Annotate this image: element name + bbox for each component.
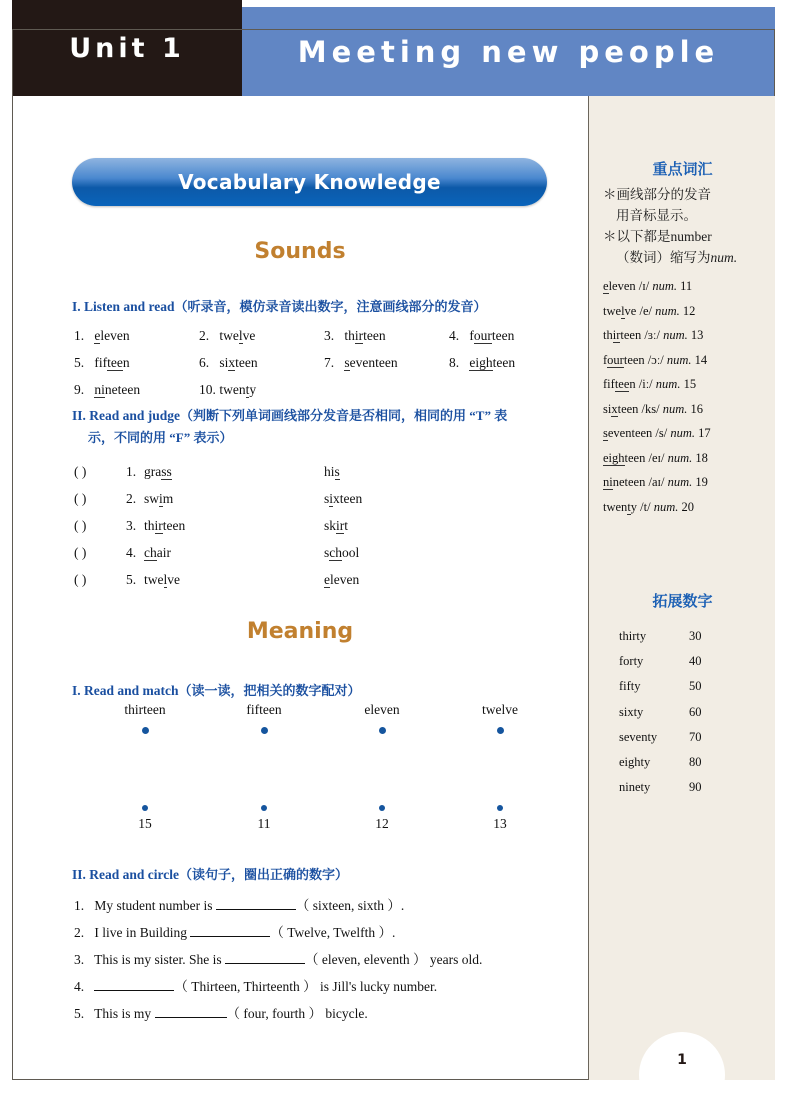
match-number-node[interactable] [209, 805, 319, 832]
match-word-node[interactable] [209, 702, 319, 734]
sounds-word-text: eighteen [469, 355, 516, 370]
circle-sentence-after: is Jill's lucky number. [316, 979, 438, 994]
sounds-word-item [449, 322, 574, 349]
judge-word-a: grass [144, 464, 172, 479]
judge-word-a: twelve [144, 572, 181, 587]
sidebar-vocab-phonetic: /s/ [655, 426, 668, 440]
sounds-word-text-underlined: l [238, 328, 243, 343]
match-word-label: eleven [364, 702, 400, 717]
judge-answer-box[interactable]: ( ) [74, 518, 87, 533]
sounds-word-text: seventeen [344, 355, 398, 370]
match-number-label: 11 [257, 816, 271, 831]
sidebar-vocab-pos: num. [670, 426, 696, 440]
task-read-and-match [72, 680, 572, 702]
sounds-word-item [74, 322, 199, 349]
judge-word-b-underlined: ch [329, 545, 343, 560]
task-read-and-judge-en: II. Read and judge [72, 408, 181, 423]
sidebar-vocab-word-underlined: x [611, 401, 618, 416]
sounds-word-text-underlined: ni [94, 382, 105, 397]
sounds-word-text-underlined: e [94, 328, 101, 343]
sidebar-vocab-pos: num. [655, 303, 680, 318]
sounds-word-item [199, 349, 324, 376]
sounds-word-index: 8. [449, 355, 460, 370]
sounds-word-text: eleven [94, 328, 130, 343]
judge-index: 5. [126, 572, 137, 587]
sidebar-vocab-pos: num. [666, 352, 692, 367]
match-word-node[interactable] [90, 702, 200, 734]
sidebar-vocabulary-entry [603, 274, 775, 299]
task-listen-and-read-en: I. Listen and read [72, 299, 175, 314]
sidebar-extended-number-row [619, 775, 759, 800]
circle-sentence-after: bicycle. [321, 1006, 368, 1021]
circle-sentence-before: My student number is [94, 898, 216, 913]
vocabulary-knowledge-label: Vocabulary Knowledge [178, 170, 441, 194]
match-number-dot[interactable] [142, 805, 148, 811]
sounds-word-index: 5. [74, 355, 85, 370]
match-word-node[interactable] [327, 702, 437, 734]
sidebar-vocabulary-entry [603, 446, 775, 471]
sidebar-vocabulary-entry [603, 495, 775, 520]
sidebar-vocab-word: fourteen [603, 352, 645, 367]
sidebar-vocabulary-entry [603, 323, 775, 348]
sidebar-extended-word: seventy [619, 729, 658, 744]
sidebar-vocab-number: 11 [680, 279, 693, 293]
page-number: 1 [677, 1052, 687, 1068]
sidebar-note-pronunciation-line1: ＊画线部分的发音 [603, 187, 711, 202]
section-heading-meaning: Meaning [246, 619, 354, 644]
sidebar-extended-number-list [619, 624, 759, 800]
circle-sentence-before: This is my sister. She is [94, 952, 226, 967]
circle-blank-field[interactable] [190, 936, 270, 937]
sidebar-vocab-phonetic: /aɪ/ [648, 475, 665, 489]
sounds-word-text-underlined: t [245, 382, 250, 397]
sidebar-vocab-word: thirteen [603, 328, 642, 342]
read-and-judge-list [74, 458, 574, 593]
circle-sentence-after: . [391, 925, 396, 940]
main-content [12, 96, 588, 1080]
sidebar-vocab-number: 17 [698, 426, 711, 440]
sounds-word-item [324, 322, 449, 349]
sidebar-vocab-word: nineteen [603, 475, 646, 489]
sidebar-vocab-word: fifteen [603, 377, 636, 391]
judge-answer-box[interactable]: ( ) [74, 572, 87, 587]
circle-sentence-index: 3. [74, 952, 85, 967]
sidebar-extended-word: forty [619, 654, 644, 669]
sidebar-extended-word: ninety [619, 780, 651, 795]
judge-word-a: chair [144, 545, 171, 560]
judge-word-a-underlined: ir [154, 518, 163, 533]
judge-word-b-underlined: ir [336, 518, 345, 533]
match-word-dot[interactable] [379, 727, 386, 734]
sidebar-vocab-phonetic: /iː/ [638, 377, 653, 391]
circle-sentence-after: years old. [426, 952, 483, 967]
judge-index: 4. [126, 545, 137, 560]
judge-word-b: school [324, 545, 360, 560]
match-number-label: 13 [493, 816, 507, 831]
sidebar-vocab-pos: num. [652, 279, 677, 293]
sidebar-vocab-word-underlined: eigh [603, 450, 625, 465]
sidebar-extended-number-row [619, 624, 759, 649]
sidebar-vocab-pos: num. [667, 475, 693, 489]
sidebar-extended-number-row [619, 750, 759, 775]
judge-index: 3. [126, 518, 137, 533]
sidebar-extended-value: 90 [689, 780, 702, 795]
sounds-word-index: 2. [199, 328, 210, 343]
sidebar-vocab-word-underlined: ni [603, 475, 613, 489]
match-number-dot[interactable] [497, 805, 503, 811]
sounds-word-index: 6. [199, 355, 210, 370]
judge-row [74, 458, 574, 485]
sidebar-vocab-word-underlined: our [607, 352, 624, 367]
sidebar-extended-number-row [619, 700, 759, 725]
sidebar-vocab-word: twelve [603, 303, 637, 318]
sidebar [588, 96, 775, 1080]
sounds-word-text: twelve [219, 328, 256, 343]
circle-sentence-index: 1. [74, 898, 85, 913]
sidebar-vocab-phonetic: /t/ [640, 499, 651, 514]
circle-options[interactable]: （ Twelve, Twelfth ） [270, 925, 392, 940]
task-read-and-circle-en: II. Read and circle [72, 867, 179, 882]
match-number-node[interactable] [327, 805, 437, 832]
circle-sentence-index: 4. [74, 979, 85, 994]
task-read-and-circle [72, 864, 572, 886]
match-number-dot[interactable] [379, 805, 385, 811]
sidebar-vocab-number: 12 [682, 303, 696, 318]
sidebar-vocab-phonetic: /e/ [639, 303, 652, 318]
sidebar-vocabulary-entry [603, 397, 775, 422]
sidebar-note-number-abbrev-line2 [603, 247, 768, 268]
circle-sentence-row [74, 973, 574, 1000]
task-read-and-judge [72, 405, 572, 449]
sidebar-vocab-phonetic: /ɜː/ [644, 328, 660, 342]
judge-word-b: his [324, 464, 340, 479]
section-heading-sounds: Sounds [254, 239, 346, 264]
sounds-word-index: 1. [74, 328, 85, 343]
sidebar-vocab-word-underlined: tee [614, 377, 630, 391]
unit-title: Meeting new people [297, 34, 720, 69]
sidebar-vocab-pos: num. [653, 499, 679, 514]
sounds-word-text-underlined: s [344, 355, 350, 370]
match-word-dot[interactable] [142, 727, 149, 734]
sidebar-vocab-number: 14 [694, 352, 708, 367]
judge-answer-box[interactable]: ( ) [74, 464, 87, 479]
unit-label: Unit 1 [69, 32, 185, 64]
sidebar-vocabulary-entry [603, 372, 775, 397]
sounds-word-text-underlined: our [473, 328, 492, 343]
judge-word-b: eleven [324, 572, 360, 587]
judge-word-a-underlined: l [163, 572, 168, 587]
task-listen-and-read-cn: （听录音，模仿录音读出数字，注意画线部分的发音） [174, 299, 487, 314]
sidebar-vocab-phonetic: /ks/ [641, 401, 660, 416]
sounds-word-item [74, 349, 199, 376]
sidebar-vocab-number: 20 [681, 499, 694, 514]
sounds-word-item [199, 322, 324, 349]
read-and-match-exercise [74, 702, 574, 837]
sidebar-vocab-number: 18 [695, 450, 708, 465]
sidebar-vocab-word: twenty [603, 499, 638, 514]
sidebar-note-pronunciation [603, 184, 768, 226]
judge-word-a-underlined: ss [161, 464, 172, 479]
sidebar-extended-word: thirty [619, 629, 647, 643]
sounds-word-text: fourteen [469, 328, 515, 343]
sounds-word-text: sixteen [219, 355, 258, 370]
circle-sentence-row [74, 919, 574, 946]
sidebar-extended-number-row [619, 649, 759, 674]
sidebar-extended-value: 60 [689, 704, 702, 719]
sounds-word-item [324, 349, 449, 376]
task-read-and-circle-cn: （读句子，圈出正确的数字） [179, 867, 349, 882]
sounds-word-text: thirteen [344, 328, 386, 343]
sidebar-heading-extended-numbers: 拓展数字 [652, 592, 713, 610]
sounds-word-index: 3. [324, 328, 335, 343]
judge-answer-box[interactable]: ( ) [74, 545, 87, 560]
circle-options[interactable]: （ sixteen, sixth ） [295, 898, 401, 913]
sidebar-vocab-word: seventeen [603, 426, 653, 440]
page-header [12, 0, 775, 96]
sidebar-vocab-word-underlined: s [603, 426, 608, 440]
circle-blank-field[interactable] [155, 1017, 227, 1018]
sidebar-note-pronunciation-line2: 用音标显示。 [616, 208, 697, 223]
sidebar-vocab-word: sixteen [603, 401, 639, 416]
sidebar-vocab-pos: num. [655, 377, 681, 391]
sounds-word-index: 4. [449, 328, 460, 343]
read-and-circle-list [74, 892, 574, 1027]
sounds-word-item [74, 376, 199, 403]
sidebar-vocabulary-entry [603, 348, 775, 373]
sidebar-vocabulary-list [603, 274, 775, 519]
sounds-word-text: fifteen [94, 355, 130, 370]
sidebar-vocab-word-underlined: l [621, 303, 625, 318]
sounds-word-text-underlined: eigh [469, 355, 493, 370]
sidebar-note-number-abbrev [603, 226, 768, 268]
sidebar-vocab-word-underlined: ir [612, 328, 621, 342]
judge-word-b: sixteen [324, 491, 363, 506]
task-read-and-match-cn: （读一读，把相关的数字配对） [178, 683, 361, 698]
sounds-word-item [199, 376, 324, 403]
judge-row [74, 539, 574, 566]
match-word-label: fifteen [246, 702, 282, 717]
match-number-label: 12 [375, 816, 389, 831]
circle-sentence-row [74, 892, 574, 919]
judge-answer-box[interactable]: ( ) [74, 491, 87, 506]
judge-word-a-underlined: ch [144, 545, 157, 560]
sidebar-vocab-number: 19 [695, 475, 708, 489]
circle-sentence-before: This is my [94, 1006, 155, 1021]
circle-options[interactable]: （ four, fourth ） [226, 1006, 322, 1021]
circle-sentence-index: 2. [74, 925, 85, 940]
circle-sentence-row [74, 946, 574, 973]
sounds-word-index: 9. [74, 382, 85, 397]
sounds-word-text-underlined: x [228, 355, 236, 370]
circle-sentence-after: . [400, 898, 405, 913]
sidebar-extended-number-row [619, 674, 759, 699]
sidebar-vocab-word-underlined: e [603, 279, 609, 293]
sounds-word-list [74, 322, 574, 403]
sounds-word-text: nineteen [94, 382, 141, 397]
sidebar-extended-value: 40 [689, 654, 702, 669]
sidebar-vocab-phonetic: /ɪ/ [638, 279, 650, 293]
judge-word-a: swim [144, 491, 174, 506]
sidebar-extended-value: 70 [689, 729, 702, 744]
sidebar-extended-value: 30 [689, 629, 702, 643]
circle-sentence-before: I live in Building [94, 925, 191, 940]
sidebar-note-abbrev-text: （数词）缩写为 [616, 250, 711, 265]
sidebar-vocabulary-entry [603, 421, 775, 446]
task-read-and-judge-cn2: 示，不同的用 “F” 表示） [88, 430, 233, 445]
sidebar-note-abbrev-num: num. [710, 250, 738, 265]
match-word-label: thirteen [124, 702, 166, 717]
sidebar-extended-word: eighty [619, 755, 651, 770]
judge-row [74, 566, 574, 593]
sidebar-extended-value: 80 [689, 755, 702, 770]
match-number-label: 15 [138, 816, 152, 831]
sidebar-vocab-pos: num. [667, 450, 693, 465]
judge-word-b-underlined: s [334, 464, 340, 479]
match-number-dot[interactable] [261, 805, 267, 811]
sidebar-vocab-pos: num. [663, 328, 688, 342]
match-number-node[interactable] [445, 805, 555, 832]
circle-blank-field[interactable] [94, 990, 174, 991]
circle-options[interactable]: （ Thirteen, Thirteenth ） [174, 979, 317, 994]
task-read-and-judge-cn: （判断下列单词画线部分发音是否相同，相同的用 “T” 表 [180, 408, 508, 423]
task-listen-and-read [72, 296, 572, 318]
sounds-word-text: twenty [219, 382, 257, 397]
sounds-word-item [449, 349, 574, 376]
sidebar-heading-key-vocabulary: 重点词汇 [652, 160, 713, 178]
judge-word-a-underlined: i [159, 491, 163, 506]
match-number-node[interactable] [90, 805, 200, 832]
judge-word-b-underlined: e [324, 572, 330, 587]
judge-index: 2. [126, 491, 137, 506]
sidebar-extended-word: sixty [619, 704, 644, 719]
sounds-word-text-underlined: ir [354, 328, 364, 343]
judge-row [74, 485, 574, 512]
match-word-dot[interactable] [497, 727, 504, 734]
sidebar-vocabulary-entry [603, 299, 775, 324]
judge-word-a: thirteen [144, 518, 186, 533]
circle-blank-field[interactable] [225, 963, 305, 964]
sidebar-vocab-word: eleven [603, 279, 636, 293]
sidebar-vocab-number: 13 [690, 328, 704, 342]
circle-blank-field[interactable] [216, 909, 296, 910]
sidebar-vocab-phonetic: /eɪ/ [648, 450, 665, 465]
judge-row [74, 512, 574, 539]
sounds-word-index: 7. [324, 355, 335, 370]
circle-options[interactable]: （ eleven, eleventh ） [305, 952, 427, 967]
sidebar-vocab-number: 16 [690, 401, 704, 416]
circle-sentence-row [74, 1000, 574, 1027]
sounds-word-index: 10. [199, 382, 216, 397]
judge-word-b: skirt [324, 518, 349, 533]
sidebar-vocab-phonetic: /ɔː/ [647, 352, 664, 367]
sidebar-vocab-word-underlined: t [627, 499, 631, 514]
match-word-dot[interactable] [261, 727, 268, 734]
sounds-word-text-underlined: tee [107, 355, 123, 370]
match-word-node[interactable] [445, 702, 555, 734]
sidebar-vocab-pos: num. [662, 401, 688, 416]
sidebar-vocabulary-entry [603, 470, 775, 495]
circle-sentence-index: 5. [74, 1006, 85, 1021]
sidebar-extended-number-row [619, 725, 759, 750]
judge-index: 1. [126, 464, 137, 479]
sidebar-vocab-word: eighteen [603, 450, 646, 465]
sidebar-note-number-abbrev-line1: ＊以下都是number [603, 229, 712, 244]
judge-word-b-underlined: i [329, 491, 334, 506]
match-word-label: twelve [482, 702, 518, 717]
sidebar-extended-word: fifty [619, 679, 641, 694]
task-read-and-match-en: I. Read and match [72, 683, 179, 698]
sidebar-vocab-number: 15 [683, 377, 697, 391]
sidebar-extended-value: 50 [689, 679, 702, 694]
